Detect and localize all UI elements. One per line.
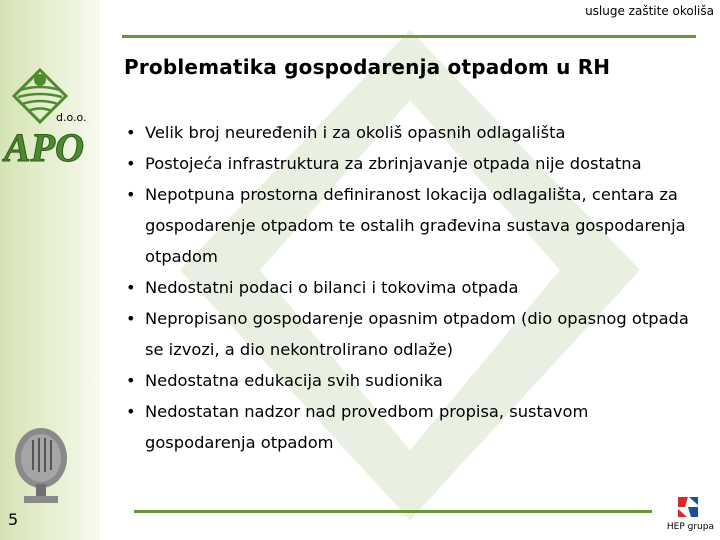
bullet-item: • Nedostatni podaci o bilanci i tokovima otpada [124,272,704,303]
bullet-list [124,117,704,458]
bullet-item: • Nepotpuna prostorna definiranost lokacija odlagališta, centara za gospodarenje otpadom te ostalih građevina sustava gospodarenja otpadom [124,179,704,272]
bullet-item: • Nepropisano gospodarenje opasnim otpadom (dio opasnog otpada se izvozi, a dio nekontrolirano odlaže) [124,303,704,365]
logo-letters: APO [4,125,84,166]
bottom-divider [134,510,652,513]
bullet-item: • Nedostatna edukacija svih sudionika [124,365,704,396]
top-divider [122,35,696,38]
bullet-item: • Nedostatan nadzor nad provedbom propisa, sustavom gospodarenja otpadom [124,396,704,458]
logo-company-suffix: d.o.o. [56,111,87,124]
bullet-item: • Velik broj neuređenih i za okoliš opasnih odlagališta [124,117,704,148]
partner-label: HEP grupa [666,522,714,532]
slide-title: Problematika gospodarenja otpadom u RH [124,55,611,79]
header-tagline: usluge zaštite okoliša [585,4,714,18]
hep-logo-icon [676,495,700,519]
page-number: 5 [8,510,19,529]
bullet-item: • Postojeća infrastruktura za zbrinjavanje otpada nije dostatna [124,148,704,179]
statue-icon [6,418,76,506]
